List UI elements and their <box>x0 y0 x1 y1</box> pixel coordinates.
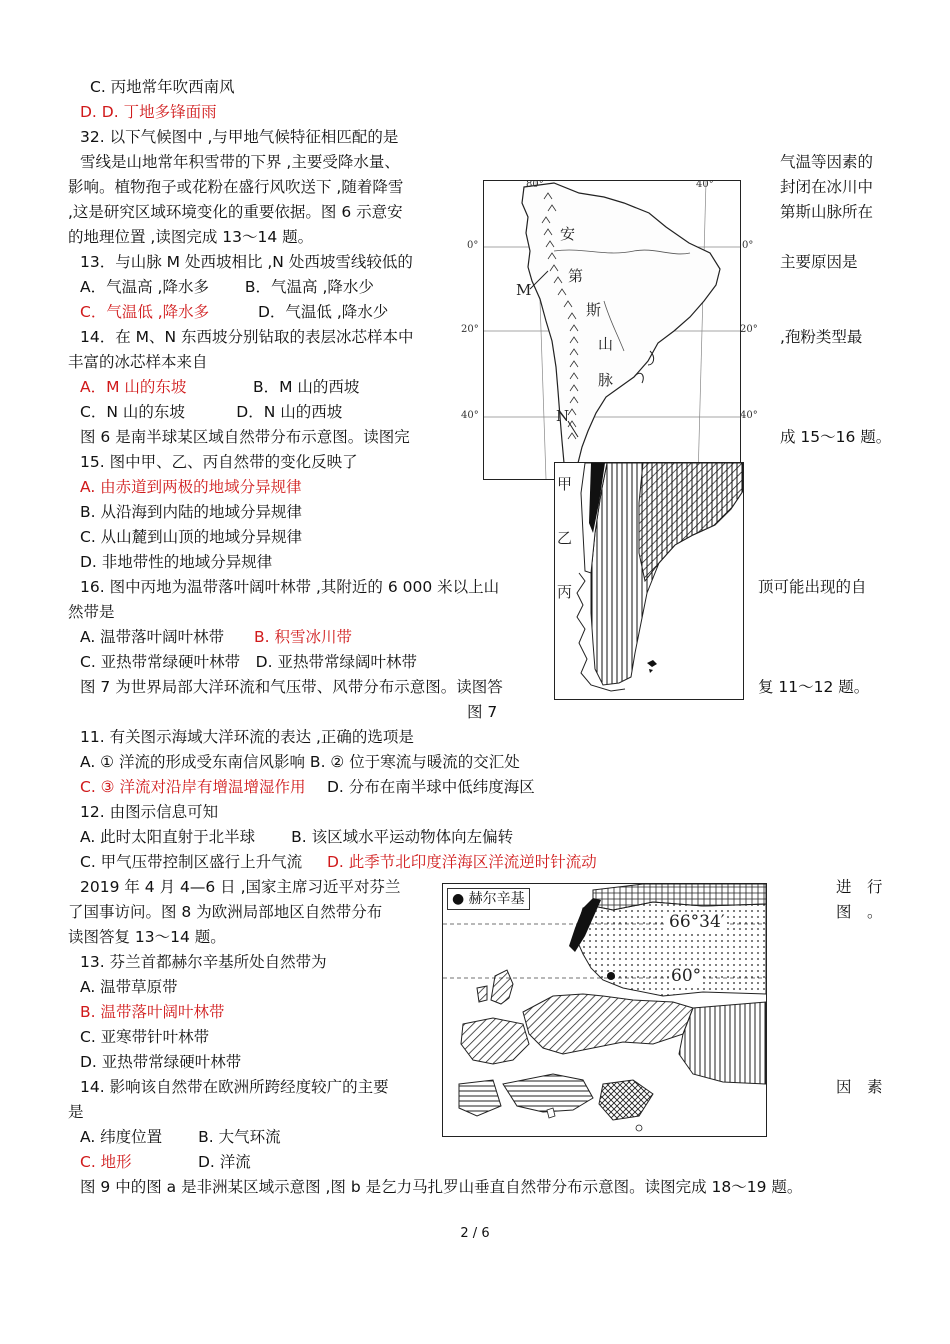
tick-label: 40° <box>740 410 758 421</box>
question-text: 因 素 <box>836 1078 883 1096</box>
answer-text: B. 积雪冰川带 <box>254 628 352 646</box>
andes-map-graphic <box>484 181 740 479</box>
passage-text: 影响。植物孢子或花粉在盛行风吹送下 ,随着降雪 <box>68 178 404 196</box>
helsinki-legend: ● 赫尔辛基 <box>447 888 530 910</box>
figure-caption: 图 7 <box>467 703 498 721</box>
belt-label: 丙 <box>557 583 573 601</box>
natural-belts-graphic <box>555 463 743 699</box>
option-text: B．M 山的西坡 <box>253 378 360 396</box>
option-text: D. 洋流 <box>198 1153 251 1171</box>
answer-text: B. 温带落叶阔叶林带 <box>80 1003 225 1021</box>
tick-label: 40° <box>696 180 714 190</box>
passage-text: 图 6 是南半球某区域自然带分布示意图。读图完 <box>80 428 410 446</box>
figure-europe-map <box>442 883 767 1137</box>
question-text: 主要原因是 <box>780 253 858 271</box>
option-text: A. 温带草原带 <box>80 978 178 996</box>
answer-text: C. ③ 洋流对沿岸有增温增湿作用 <box>80 778 306 796</box>
option-text: B. 从沿海到内陆的地域分异规律 <box>80 503 302 521</box>
latitude-label: 60° <box>671 966 702 986</box>
option-text: C. 丙地常年吹西南风 <box>90 78 235 96</box>
map-label: 斯 <box>586 301 602 319</box>
option-text: D. 亚热带常绿硬叶林带 <box>80 1053 242 1071</box>
option-text: A. 纬度位置 B. 大气环流 <box>80 1128 281 1146</box>
map-label-m: M <box>516 281 532 299</box>
passage-text: 成 15～16 题。 <box>780 428 892 446</box>
question-text: 11. 有关图示海域大洋环流的表达 ,正确的选项是 <box>80 728 414 746</box>
map-label: 脉 <box>598 371 614 389</box>
map-label-n: N <box>556 407 570 425</box>
answer-text: A. 由赤道到两极的地域分异规律 <box>80 478 302 496</box>
map-label: 山 <box>598 335 614 353</box>
option-text: D．气温低 ,降水少 <box>258 303 389 321</box>
question-text: 16. 图中丙地为温带落叶阔叶林带 ,其附近的 6 000 米以上山 <box>80 578 500 596</box>
belt-label: 乙 <box>557 529 573 547</box>
option-text: D. 非地带性的地域分异规律 <box>80 553 273 571</box>
option-text: A. 温带落叶阔叶林带 <box>80 628 225 646</box>
passage-text: 复 11～12 题。 <box>758 678 870 696</box>
option-text: C．N 山的东坡 D．N 山的西坡 <box>80 403 343 421</box>
belt-label: 甲 <box>557 475 573 493</box>
page-number: 2 / 6 <box>460 1226 490 1241</box>
passage-text: 图 。 <box>836 903 883 921</box>
map-label: 安 <box>560 225 576 243</box>
map-label: 第 <box>568 267 584 285</box>
option-text: C. 甲气压带控制区盛行上升气流 <box>80 853 303 871</box>
passage-text: 图 7 为世界局部大洋环流和气压带、风带分布示意图。读图答 <box>80 678 503 696</box>
passage-text: 气温等因素的 <box>780 153 874 171</box>
latitude-label: 66°34′ <box>669 912 725 932</box>
passage-text: 的地理位置 ,读图完成 13～14 题。 <box>68 228 314 246</box>
question-text: 丰富的冰芯样本来自 <box>68 353 208 371</box>
answer-text: A．M 山的东坡 <box>80 378 187 396</box>
question-text: 14. 影响该自然带在欧洲所跨经度较广的主要 <box>80 1078 389 1096</box>
question-text: 然带是 <box>68 603 115 621</box>
option-text: C. 亚热带常绿硬叶林带 D. 亚热带常绿阔叶林带 <box>80 653 417 671</box>
question-text: 32. 以下气候图中 ,与甲地气候特征相匹配的是 <box>80 128 399 146</box>
answer-text: C. 地形 <box>80 1153 132 1171</box>
tick-label: 40° <box>461 410 479 421</box>
option-text: A．气温高 ,降水多 B．气温高 ,降水少 <box>80 278 374 296</box>
option-text: A. ① 洋流的形成受东南信风影响 B. ② 位于寒流与暖流的交汇处 <box>80 753 520 771</box>
answer-text: D. 此季节北印度洋海区洋流逆时针流动 <box>327 853 597 871</box>
question-text: ,孢粉类型最 <box>780 328 863 346</box>
option-text: C. 从山麓到山顶的地域分异规律 <box>80 528 303 546</box>
question-text: 13. 芬兰首都赫尔辛基所处自然带为 <box>80 953 327 971</box>
passage-text: 2019 年 4 月 4—6 日 ,国家主席习近平对芬兰 <box>80 878 401 896</box>
passage-text: 图 9 中的图 a 是非洲某区域示意图 ,图 b 是乞力马扎罗山垂直自然带分布示意图。读图完成 18～19 题。 <box>80 1178 803 1196</box>
option-text: A. 此时太阳直射于北半球 B. 该区域水平运动物体向左偏转 <box>80 828 514 846</box>
passage-text: 进 行 <box>836 878 883 896</box>
question-text: 顶可能出现的自 <box>758 578 867 596</box>
question-text: 15. 图中甲、乙、丙自然带的变化反映了 <box>80 453 358 471</box>
tick-label: 20° <box>740 324 758 335</box>
passage-text: 第斯山脉所在 <box>780 203 874 221</box>
tick-label: 0° <box>467 240 479 251</box>
option-text: C. 亚寒带针叶林带 <box>80 1028 210 1046</box>
passage-text: ,这是研究区域环境变化的重要依据。图 6 示意安 <box>68 203 403 221</box>
figure-natural-belts <box>554 462 744 700</box>
answer-text: D. D. 丁地多锋面雨 <box>80 103 217 121</box>
question-text: 是 <box>68 1103 84 1121</box>
passage-text: 读图答复 13～14 题。 <box>68 928 226 946</box>
question-text: 14．在 M、N 东西坡分别钻取的表层冰芯样本中 <box>80 328 414 346</box>
tick-label: 80° <box>526 180 544 190</box>
question-text: 13．与山脉 M 处西坡相比 ,N 处西坡雪线较低的 <box>80 253 413 271</box>
passage-text: 雪线是山地常年积雪带的下界 ,主要受降水量、 <box>80 153 400 171</box>
option-text: D. 分布在南半球中低纬度海区 <box>327 778 535 796</box>
tick-label: 20° <box>461 324 479 335</box>
figure-andes-map <box>483 180 741 480</box>
tick-label: 0° <box>742 240 754 251</box>
passage-text: 封闭在冰川中 <box>780 178 874 196</box>
question-text: 12. 由图示信息可知 <box>80 803 219 821</box>
answer-text: C．气温低 ,降水多 <box>80 303 210 321</box>
passage-text: 了国事访问。图 8 为欧洲局部地区自然带分布 <box>68 903 383 921</box>
